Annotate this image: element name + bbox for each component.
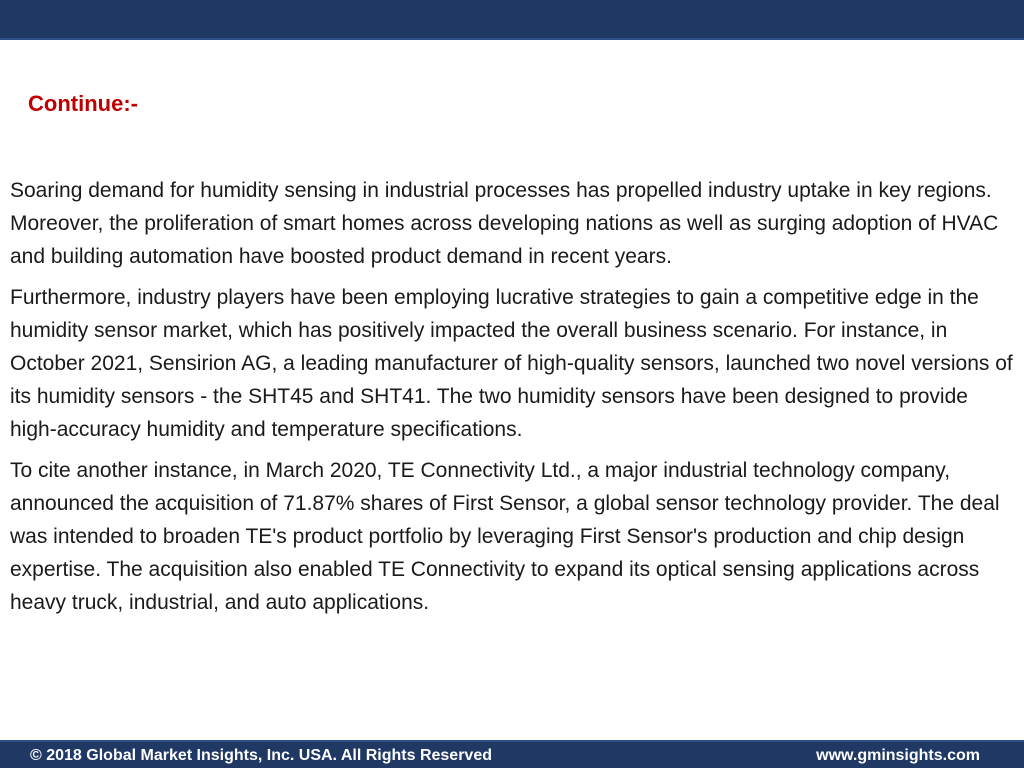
slide-body [10,174,1018,627]
slide-title: Continue:- [28,91,138,116]
paragraph-market-demand: Soaring demand for humidity sensing in industrial processes has propelled industry uptake in key regions. Moreover, the proliferation of smart homes across developing nations as well as surging adoption of HVAC and building automation have boosted product demand in recent years. [10,179,999,268]
footer-copyright: © 2018 Global Market Insights, Inc. USA. All Rights Reserved [30,747,492,764]
footer-website-link[interactable]: www.gminsights.com [816,747,980,764]
paragraph-industry-strategies: Furthermore, industry players have been employing lucrative strategies to gain a competitive edge in the humidity sensor market, which has positively impacted the overall business scenario. For instance, in October 2021, Sensirion AG, a leading manufacturer of high-quality sensors, launched two novel versions of its humidity sensors - the SHT45 and SHT41. The two humidity sensors have been designed to provide high-accuracy humidity and temperature specifications. [10,286,1013,441]
paragraph-acquisition: To cite another instance, in March 2020, TE Connectivity Ltd., a major industrial technology company, announced the acquisition of 71.87% shares of First Sensor, a global sensor technology provider. The deal was intended to broaden TE's product portfolio by leveraging First Sensor's production and chip design expertise. The acquisition also enabled TE Connectivity to expand its optical sensing applications across heavy truck, industrial, and auto applications. [10,459,1000,614]
footer-bar [0,740,1024,768]
header-bar [0,0,1024,40]
